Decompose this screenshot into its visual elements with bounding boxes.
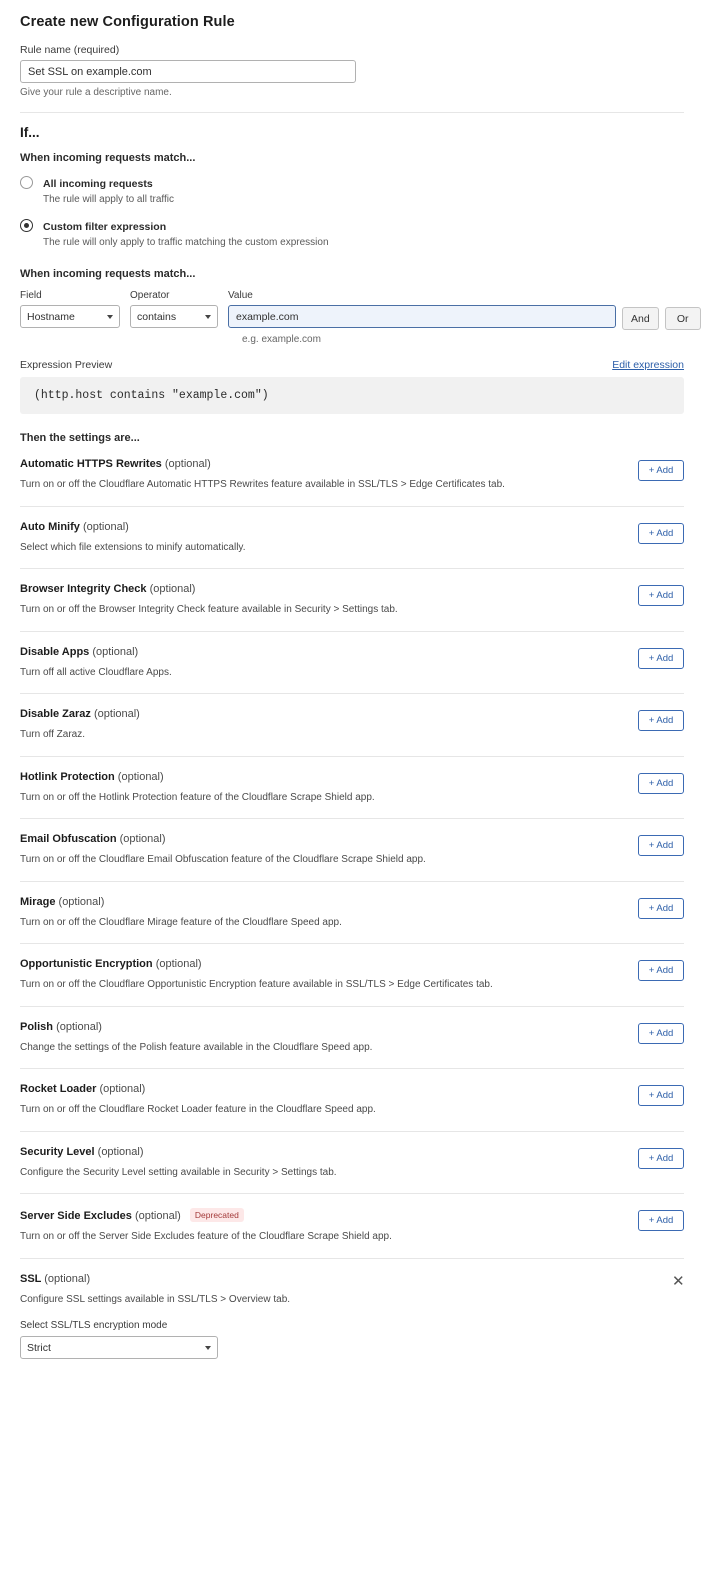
setting-title: Mirage (optional) [20, 895, 105, 908]
then-heading: Then the settings are... [20, 432, 140, 444]
setting-description: Select which file extensions to minify automatically. [20, 541, 246, 553]
setting-row-automatic-https-rewrites [20, 444, 684, 506]
add-button[interactable]: + Add [638, 585, 684, 606]
setting-title: Disable Zaraz (optional) [20, 708, 140, 720]
setting-title: Server Side Excludes (optional) Deprecated [20, 1208, 622, 1222]
field-select[interactable] [20, 305, 120, 328]
rule-name-input[interactable] [20, 60, 356, 83]
setting-description: Configure SSL settings available in SSL/TLS > Overview tab. [20, 1293, 291, 1305]
setting-row-disable-zaraz [20, 693, 684, 756]
setting-row-auto-minify [20, 506, 684, 569]
setting-description: Change the settings of the Polish feature available in the Cloudflare Speed app. [20, 1041, 373, 1053]
setting-title: Opportunistic Encryption (optional) [20, 958, 202, 970]
add-button[interactable]: + Add [638, 710, 684, 731]
add-button[interactable]: + Add [638, 648, 684, 669]
value-input[interactable] [228, 305, 616, 328]
radio-desc-custom-filter: The rule will only apply to traffic matching the custom expression [43, 237, 329, 248]
setting-row-polish [20, 1006, 684, 1069]
setting-row-server-side-excludes [20, 1193, 684, 1258]
close-icon[interactable]: ✕ [666, 1273, 684, 1291]
setting-description: Turn on or off the Server Side Excludes feature of the Cloudflare Scrape Shield app. [20, 1231, 392, 1242]
setting-title: Security Level (optional) [20, 1145, 144, 1158]
field-label: Field [20, 290, 42, 301]
setting-description: Turn on or off the Cloudflare Mirage feature of the Cloudflare Speed app. [20, 916, 342, 928]
setting-row-disable-apps [20, 631, 684, 694]
add-button[interactable]: + Add [638, 1148, 684, 1169]
radio-label-custom-filter: Custom filter expression [43, 221, 167, 233]
setting-description: Turn on or off the Cloudflare Rocket Loader feature in the Cloudflare Speed app. [20, 1104, 376, 1115]
setting-title: Disable Apps (optional) [20, 645, 139, 658]
match-subheading: When incoming requests match... [20, 152, 196, 164]
rule-name-help: Give your rule a descriptive name. [20, 87, 172, 98]
operator-select[interactable] [130, 305, 218, 328]
edit-expression-link[interactable]: Edit expression [612, 359, 684, 371]
setting-description: Turn on or off the Browser Integrity Check feature available in Security > Settings tab. [20, 604, 398, 615]
add-button[interactable]: + Add [638, 1210, 684, 1231]
if-heading: If... [20, 125, 40, 140]
add-button[interactable]: + Add [638, 960, 684, 981]
add-button[interactable]: + Add [638, 1085, 684, 1106]
value-hint: e.g. example.com [242, 334, 321, 345]
setting-title: Email Obfuscation (optional) [20, 833, 166, 845]
value-column [228, 290, 616, 328]
ssl-mode-select[interactable] [20, 1336, 218, 1359]
setting-row-browser-integrity-check [20, 568, 684, 631]
add-button[interactable]: + Add [638, 773, 684, 794]
divider [20, 112, 684, 113]
ssl-select-label: Select SSL/TLS encryption mode [20, 1320, 168, 1331]
logic-buttons [616, 290, 701, 330]
radio-label-all-requests: All incoming requests [43, 178, 153, 190]
setting-row-security-level [20, 1131, 684, 1194]
setting-description: Turn off Zaraz. [20, 729, 86, 740]
add-button[interactable]: + Add [638, 1023, 684, 1044]
setting-title: Automatic HTTPS Rewrites (optional) [20, 458, 211, 470]
add-button[interactable]: + Add [638, 460, 684, 481]
setting-title: Rocket Loader (optional) [20, 1083, 146, 1095]
setting-title: Browser Integrity Check (optional) [20, 583, 196, 595]
expression-builder-row [20, 290, 689, 330]
builder-subheading: When incoming requests match... [20, 268, 196, 280]
setting-row-email-obfuscation [20, 818, 684, 881]
setting-description: Turn on or off the Cloudflare Opportunistic Encryption feature available in SSL/TLS > Edge Certificates tab. [20, 979, 493, 990]
field-column [20, 290, 120, 328]
add-button[interactable]: + Add [638, 523, 684, 544]
add-button[interactable]: + Add [638, 835, 684, 856]
radio-icon-all-requests[interactable] [20, 176, 33, 189]
setting-title: Hotlink Protection (optional) [20, 770, 164, 783]
status-badge: Deprecated [190, 1208, 244, 1222]
radio-desc-all-requests: The rule will apply to all traffic [43, 194, 174, 205]
value-label: Value [228, 290, 253, 301]
setting-title: SSL (optional) [20, 1272, 91, 1285]
settings-list [20, 444, 684, 1379]
setting-row-rocket-loader [20, 1068, 684, 1131]
setting-row-opportunistic-encryption [20, 943, 684, 1006]
setting-row-hotlink-protection [20, 756, 684, 819]
radio-option-all-requests[interactable] [20, 174, 684, 205]
setting-description: Configure the Security Level setting available in Security > Settings tab. [20, 1166, 337, 1178]
setting-title: Auto Minify (optional) [20, 520, 129, 533]
operator-column [130, 290, 218, 328]
expression-preview-header [20, 359, 684, 371]
expression-preview-box: (http.host contains "example.com") [20, 377, 684, 414]
operator-label: Operator [130, 290, 170, 301]
setting-title: Polish (optional) [20, 1020, 102, 1033]
or-button[interactable]: Or [665, 307, 701, 330]
rule-name-label: Rule name (required) [20, 44, 120, 56]
setting-description: Turn on or off the Cloudflare Automatic HTTPS Rewrites feature available in SSL/TLS > Edge Certificates tab. [20, 479, 505, 490]
expression-preview-label: Expression Preview [20, 359, 113, 371]
setting-row-mirage [20, 881, 684, 944]
radio-icon-custom-filter[interactable] [20, 219, 33, 232]
page-title: Create new Configuration Rule [20, 14, 235, 30]
add-button[interactable]: + Add [638, 898, 684, 919]
setting-row-ssl [20, 1258, 684, 1380]
setting-description: Turn on or off the Cloudflare Email Obfuscation feature of the Cloudflare Scrape Shield app. [20, 854, 426, 865]
setting-description: Turn off all active Cloudflare Apps. [20, 666, 172, 678]
and-button[interactable]: And [622, 307, 659, 330]
setting-description: Turn on or off the Hotlink Protection feature of the Cloudflare Scrape Shield app. [20, 791, 375, 803]
radio-option-custom-filter[interactable] [20, 217, 684, 248]
